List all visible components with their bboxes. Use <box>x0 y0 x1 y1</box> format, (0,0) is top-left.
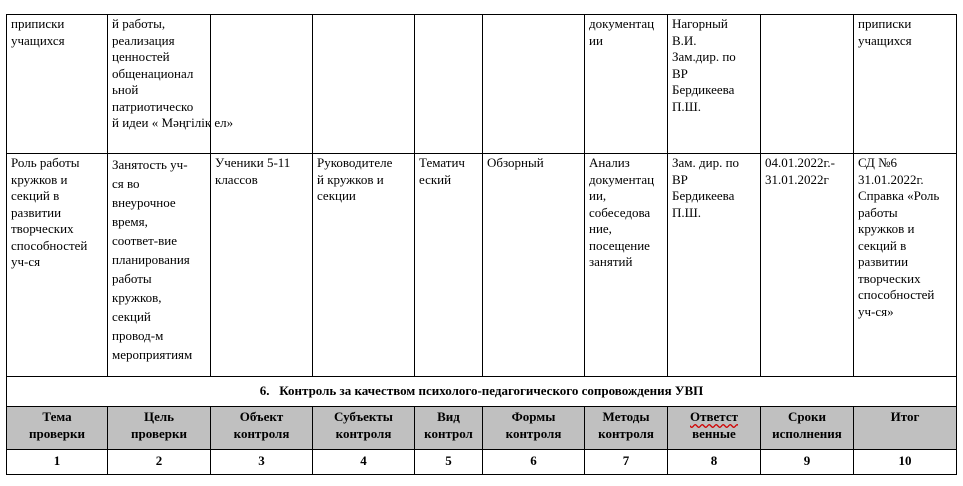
cell-subjects: Руководителе й кружков и секции <box>313 154 415 377</box>
table-row-top <box>7 15 957 154</box>
cell-deadline: 04.01.2022г.- 31.01.2022г <box>761 154 854 377</box>
column-number: 9 <box>761 450 854 475</box>
cell-result: приписки учащихся <box>854 15 957 154</box>
cell-result: СД №6 31.01.2022г. Справка «Роль работы кружков и секций в развитии творческих способностей уч-ся» <box>854 154 957 377</box>
column-number: 6 <box>483 450 585 475</box>
column-number: 5 <box>415 450 483 475</box>
cell-forms <box>483 15 585 154</box>
cell-topic: приписки учащихся <box>7 15 108 154</box>
cell-object <box>211 15 313 154</box>
column-number-row <box>7 450 957 475</box>
cell-topic: Роль работы кружков и секций в развитии творческих способностей уч-ся <box>7 154 108 377</box>
column-number: 3 <box>211 450 313 475</box>
table-row-circles <box>7 154 957 377</box>
section-heading-row <box>7 377 957 407</box>
cell-responsible: Нагорный В.И. Зам.дир. по ВР Бердикеева П.Ш. <box>668 15 761 154</box>
section-title: Контроль за качеством психолого-педагогического сопровождения УВП <box>279 383 704 399</box>
cell-responsible: Зам. дир. по ВР Бердикеева П.Ш. <box>668 154 761 377</box>
cell-forms: Обзорный <box>483 154 585 377</box>
section-number: 6. <box>259 383 270 399</box>
column-number: 8 <box>668 450 761 475</box>
header-topic: Тема проверки <box>7 407 108 450</box>
cell-type: Тематич еский <box>415 154 483 377</box>
cell-object: Ученики 5-11 классов <box>211 154 313 377</box>
section-heading <box>7 377 957 407</box>
column-number: 7 <box>585 450 668 475</box>
control-plan-table <box>6 14 957 475</box>
cell-type <box>415 15 483 154</box>
column-header-row <box>7 407 957 450</box>
cell-subjects <box>313 15 415 154</box>
header-forms: Формы контроля <box>483 407 585 450</box>
column-number: 1 <box>7 450 108 475</box>
cell-goal: й работы, реализация ценностей общенационал ьной патриотическо й идеи « Мәңгілік ел» <box>108 15 211 154</box>
header-subjects: Субъекты контроля <box>313 407 415 450</box>
header-type: Вид контрол <box>415 407 483 450</box>
header-goal: Цель проверки <box>108 407 211 450</box>
header-methods: Методы контроля <box>585 407 668 450</box>
cell-methods: документац ии <box>585 15 668 154</box>
header-deadline: Сроки исполнения <box>761 407 854 450</box>
cell-goal: Занятость уч- ся во внеурочное время, соответ-вие планирования работы кружков, секций провод-м мероприятиям <box>108 154 211 377</box>
column-number: 2 <box>108 450 211 475</box>
header-object: Объект контроля <box>211 407 313 450</box>
column-number: 10 <box>854 450 957 475</box>
cell-methods: Анализ документац ии, собеседова ние, посещение занятий <box>585 154 668 377</box>
header-responsible: Ответст венные <box>668 407 761 450</box>
column-number: 4 <box>313 450 415 475</box>
cell-deadline <box>761 15 854 154</box>
header-result: Итог <box>854 407 957 450</box>
